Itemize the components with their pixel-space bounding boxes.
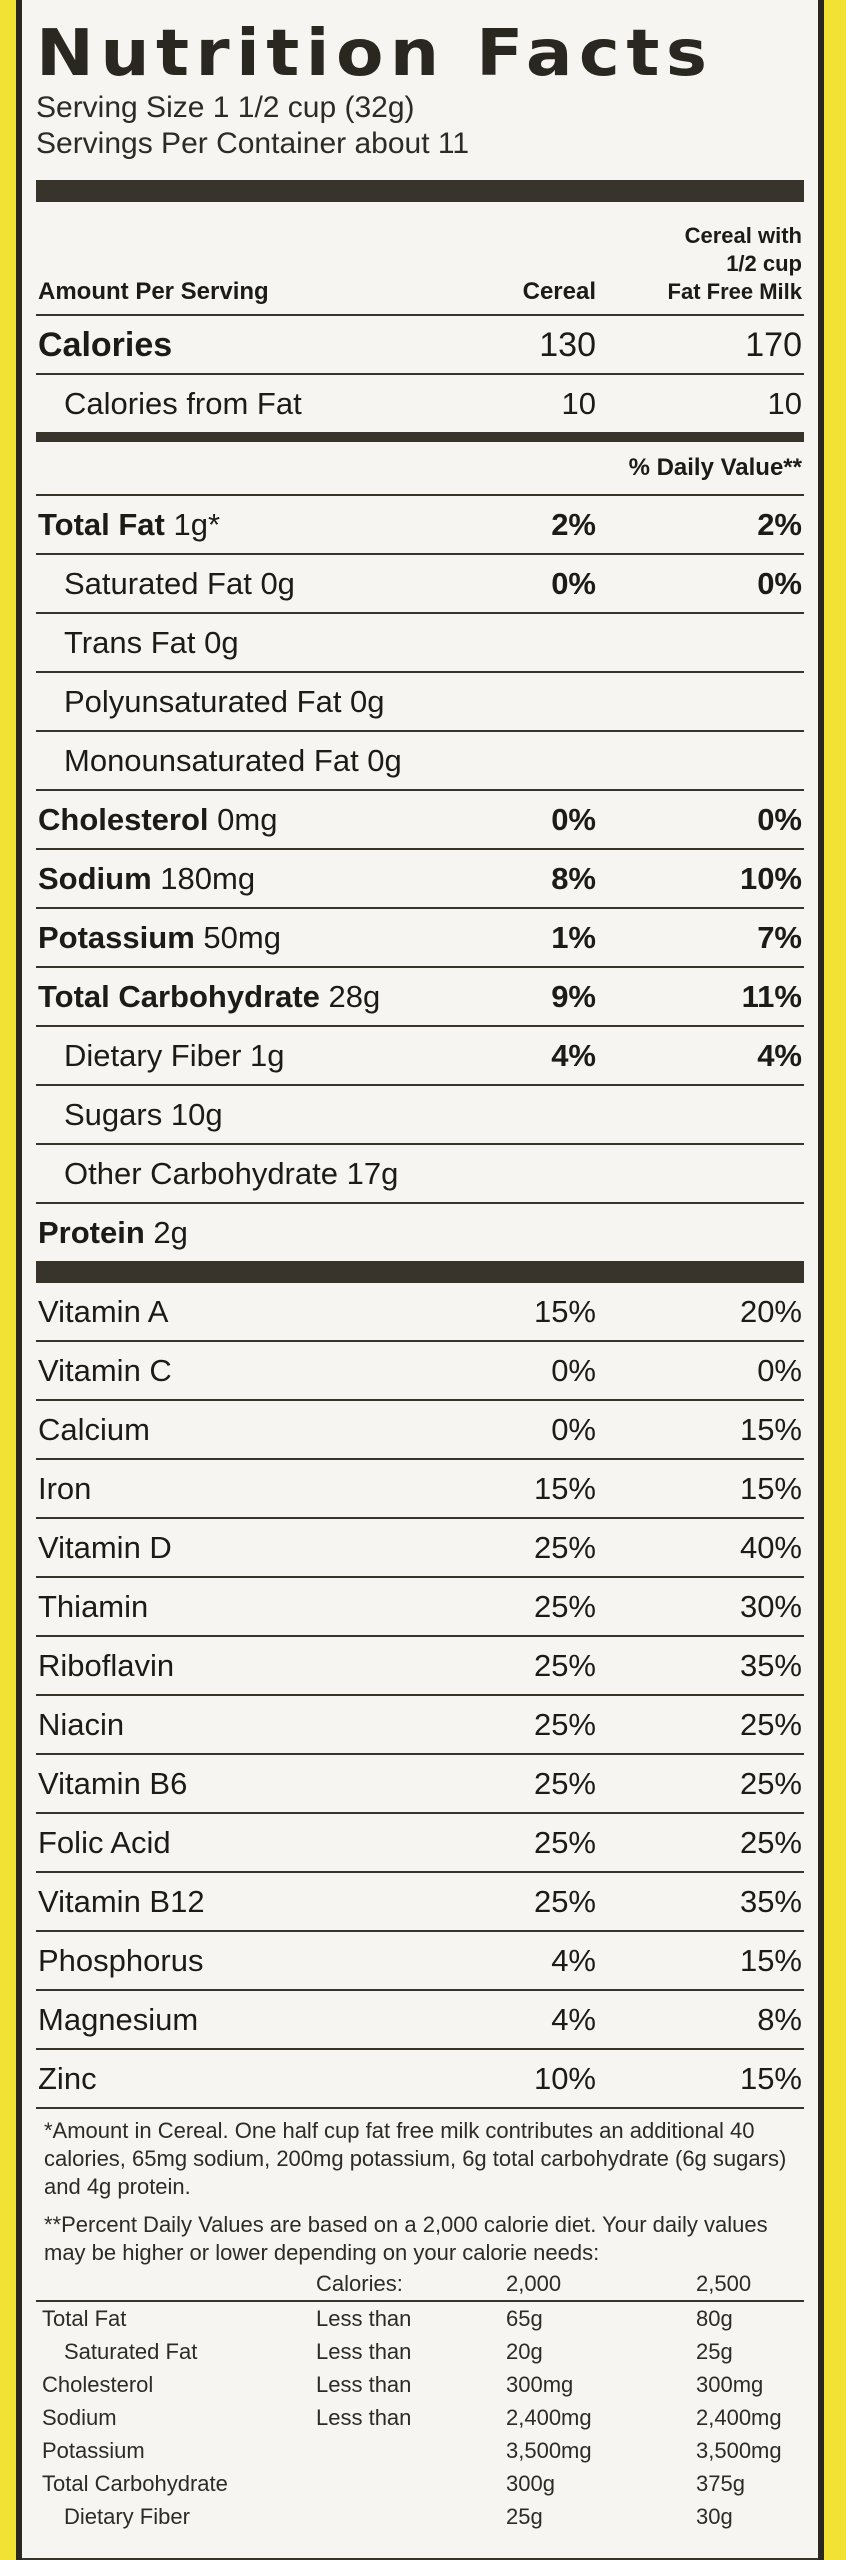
nutrient-row xyxy=(36,1145,804,1204)
reference-row xyxy=(36,2500,804,2533)
footnotes xyxy=(36,2109,804,2267)
nutrient-label xyxy=(38,496,220,554)
reference-name: Total Fat xyxy=(42,2306,127,2331)
vitamin-name: Riboflavin xyxy=(38,1648,175,1683)
vitamin-dv-cereal: 4% xyxy=(551,1943,596,1978)
vitamin-dv-milk: 25% xyxy=(739,1707,802,1742)
nutrient-row xyxy=(36,732,804,791)
nutrient-label: Dietary Fiber 1g xyxy=(64,1038,285,1073)
nutrient-row xyxy=(36,1027,804,1086)
vitamin-row xyxy=(36,1814,804,1873)
vitamin-row xyxy=(36,1283,804,1342)
divider-medium xyxy=(36,432,804,442)
nutrient-dv-cereal: 9% xyxy=(551,979,596,1014)
reference-2000: 20g xyxy=(506,2339,543,2364)
reference-name: Saturated Fat xyxy=(64,2339,198,2364)
nutrient-dv-cereal: 1% xyxy=(551,920,596,955)
nutrient-amount: 180mg xyxy=(160,861,256,896)
vitamin-dv-milk: 15% xyxy=(739,1943,802,1978)
vitamin-name: Zinc xyxy=(38,2061,97,2096)
nutrient-amount: 50mg xyxy=(203,920,281,955)
nutrient-row xyxy=(36,968,804,1027)
vitamin-dv-milk: 20% xyxy=(739,1294,802,1329)
reference-qualifier: Less than xyxy=(316,2372,412,2397)
nutrient-row xyxy=(36,1204,804,1261)
vitamin-dv-cereal: 0% xyxy=(551,1412,596,1447)
vitamin-name: Vitamin B12 xyxy=(38,1884,205,1919)
nutrient-label xyxy=(38,1204,188,1262)
reference-name: Total Carbohydrate xyxy=(42,2471,228,2496)
reference-name: Dietary Fiber xyxy=(64,2504,190,2529)
reference-2500: 25g xyxy=(696,2339,733,2364)
servings-per-container: Servings Per Container about 11 xyxy=(36,127,470,160)
nutrient-row xyxy=(36,673,804,732)
reference-2000: 65g xyxy=(506,2306,543,2331)
nutrient-dv-milk: 4% xyxy=(757,1038,802,1073)
reference-2500: 375g xyxy=(696,2471,745,2496)
vitamin-dv-milk: 35% xyxy=(739,1884,802,1919)
reference-row xyxy=(36,2368,804,2401)
calories-label: Calories xyxy=(38,326,173,364)
calories-milk: 170 xyxy=(745,326,802,364)
vitamin-dv-cereal: 25% xyxy=(533,1884,596,1919)
nutrient-name: Protein xyxy=(38,1215,145,1250)
vitamin-dv-milk: 35% xyxy=(739,1648,802,1683)
reference-2000: 300g xyxy=(506,2471,555,2496)
vitamin-dv-cereal: 10% xyxy=(533,2061,596,2096)
reference-cal-2000: 2,000 xyxy=(506,2271,562,2296)
vitamin-row xyxy=(36,1578,804,1637)
reference-qualifier: Less than xyxy=(316,2405,412,2430)
vitamin-name: Vitamin D xyxy=(38,1530,172,1565)
vitamin-row xyxy=(36,1991,804,2050)
reference-2500: 300mg xyxy=(696,2372,764,2397)
reference-qualifier: Less than xyxy=(316,2339,412,2364)
vitamin-name: Iron xyxy=(38,1471,92,1506)
calories-fat-label: Calories from Fat xyxy=(64,386,302,421)
nutrient-row xyxy=(36,496,804,555)
nutrient-row xyxy=(36,555,804,614)
vitamin-row xyxy=(36,1696,804,1755)
vitamin-name: Calcium xyxy=(38,1412,150,1447)
nutrient-dv-milk: 10% xyxy=(739,861,802,896)
calories-fat-cereal: 10 xyxy=(561,386,596,421)
serving-size: Serving Size 1 1/2 cup (32g) xyxy=(36,91,415,124)
nutrient-label: Polyunsaturated Fat 0g xyxy=(64,684,385,719)
vitamin-dv-cereal: 25% xyxy=(533,1825,596,1860)
nutrient-amount: 0mg xyxy=(217,802,278,837)
nutrient-label: Other Carbohydrate 17g xyxy=(64,1156,399,1191)
nutrient-label xyxy=(38,909,281,967)
nutrient-label: Sugars 10g xyxy=(64,1097,223,1132)
nutrient-dv-milk: 0% xyxy=(757,566,802,601)
row-calories-from-fat xyxy=(36,375,804,432)
vitamin-list xyxy=(36,1283,804,2109)
nutrient-row xyxy=(36,791,804,850)
vitamin-dv-cereal: 25% xyxy=(533,1530,596,1565)
nutrient-dv-cereal: 0% xyxy=(551,566,596,601)
daily-value-header: % Daily Value** xyxy=(36,442,804,496)
nutrient-dv-milk: 7% xyxy=(757,920,802,955)
nutrient-label xyxy=(38,968,380,1026)
vitamin-name: Phosphorus xyxy=(38,1943,204,1978)
reference-row xyxy=(36,2434,804,2467)
vitamin-name: Vitamin A xyxy=(38,1294,169,1329)
reference-2000: 2,400mg xyxy=(506,2405,592,2430)
vitamin-dv-milk: 15% xyxy=(739,1412,802,1447)
vitamin-row xyxy=(36,1460,804,1519)
vitamin-row xyxy=(36,1342,804,1401)
nutrient-row xyxy=(36,850,804,909)
vitamin-dv-cereal: 15% xyxy=(533,1294,596,1329)
nutrient-row xyxy=(36,1086,804,1145)
reference-cal-2500: 2,500 xyxy=(696,2271,752,2296)
vitamin-dv-milk: 40% xyxy=(739,1530,802,1565)
divider-thick xyxy=(36,180,804,202)
nutrient-label: Monounsaturated Fat 0g xyxy=(64,743,402,778)
vitamin-row xyxy=(36,2050,804,2107)
vitamin-dv-cereal: 25% xyxy=(533,1589,596,1624)
divider-thick xyxy=(36,1261,804,1283)
nutrient-row xyxy=(36,614,804,673)
column-header xyxy=(36,206,804,314)
reference-row xyxy=(36,2401,804,2434)
reference-calories-row xyxy=(36,2267,804,2300)
reference-2000: 3,500mg xyxy=(506,2438,592,2463)
vitamin-row xyxy=(36,1637,804,1696)
reference-name: Cholesterol xyxy=(42,2372,154,2397)
reference-2500: 80g xyxy=(696,2306,733,2331)
reference-row xyxy=(36,2467,804,2500)
nutrient-dv-cereal: 8% xyxy=(551,861,596,896)
vitamin-dv-cereal: 25% xyxy=(533,1707,596,1742)
vitamin-dv-milk: 8% xyxy=(757,2002,802,2037)
vitamin-name: Niacin xyxy=(38,1707,125,1742)
nutrient-list xyxy=(36,496,804,1261)
reference-2500: 3,500mg xyxy=(696,2438,782,2463)
nutrient-dv-cereal: 0% xyxy=(551,802,596,837)
nutrient-label xyxy=(38,850,255,908)
vitamin-dv-milk: 25% xyxy=(739,1766,802,1801)
nutrient-name: Potassium xyxy=(38,920,195,955)
col-milk-header: Cereal with 1/2 cup Fat Free Milk xyxy=(667,223,802,304)
reference-row xyxy=(36,2335,804,2368)
vitamin-name: Magnesium xyxy=(38,2002,199,2037)
col-cereal-header: Cereal xyxy=(522,278,596,305)
nutrition-facts-panel xyxy=(16,0,824,2560)
vitamin-name: Vitamin C xyxy=(38,1353,172,1388)
nutrient-label xyxy=(38,791,277,849)
vitamin-dv-cereal: 4% xyxy=(551,2002,596,2037)
nutrient-name: Total Carbohydrate xyxy=(38,979,320,1014)
reference-2500: 30g xyxy=(696,2504,733,2529)
reference-calories-label: Calories: xyxy=(316,2271,403,2296)
nutrient-dv-cereal: 4% xyxy=(551,1038,596,1073)
nutrient-amount: 2g xyxy=(153,1215,188,1250)
vitamin-dv-cereal: 15% xyxy=(533,1471,596,1506)
calories-fat-milk: 10 xyxy=(767,386,802,421)
vitamin-row xyxy=(36,1873,804,1932)
nutrient-row xyxy=(36,909,804,968)
nutrient-name: Sodium xyxy=(38,861,152,896)
nutrient-dv-milk: 11% xyxy=(741,979,802,1014)
nutrient-dv-milk: 2% xyxy=(757,507,802,542)
vitamin-row xyxy=(36,1932,804,1991)
vitamin-dv-milk: 0% xyxy=(757,1353,802,1388)
reference-name: Sodium xyxy=(42,2405,117,2430)
vitamin-dv-cereal: 25% xyxy=(533,1648,596,1683)
vitamin-row xyxy=(36,1519,804,1578)
vitamin-name: Folic Acid xyxy=(38,1825,171,1860)
vitamin-row xyxy=(36,1755,804,1814)
vitamin-dv-milk: 25% xyxy=(739,1825,802,1860)
nutrient-dv-cereal: 2% xyxy=(551,507,596,542)
vitamin-row xyxy=(36,1401,804,1460)
vitamin-name: Thiamin xyxy=(38,1589,149,1624)
reference-2000: 300mg xyxy=(506,2372,574,2397)
nutrient-name: Total Fat xyxy=(38,507,165,542)
nutrient-name: Cholesterol xyxy=(38,802,209,837)
nutrient-amount: 1g* xyxy=(173,507,221,542)
reference-qualifier: Less than xyxy=(316,2306,412,2331)
vitamin-dv-milk: 15% xyxy=(739,2061,802,2096)
reference-name: Potassium xyxy=(42,2438,145,2463)
footnote-daily-values: **Percent Daily Values are based on a 2,000 calorie diet. Your daily values may be higher or lower depending on your calorie needs: xyxy=(44,2212,768,2265)
row-calories xyxy=(36,316,804,375)
nutrient-amount: 28g xyxy=(328,979,381,1014)
amount-per-serving: Amount Per Serving xyxy=(38,278,269,305)
reference-row xyxy=(36,2302,804,2335)
vitamin-dv-milk: 30% xyxy=(739,1589,802,1624)
vitamin-dv-cereal: 25% xyxy=(533,1766,596,1801)
reference-rows xyxy=(36,2302,804,2533)
reference-2000: 25g xyxy=(506,2504,543,2529)
vitamin-name: Vitamin B6 xyxy=(38,1766,188,1801)
vitamin-dv-cereal: 0% xyxy=(551,1353,596,1388)
reference-2500: 2,400mg xyxy=(696,2405,782,2430)
nutrient-dv-milk: 0% xyxy=(757,802,802,837)
nutrient-label: Saturated Fat 0g xyxy=(64,566,295,601)
daily-reference-table xyxy=(36,2267,804,2533)
vitamin-dv-milk: 15% xyxy=(739,1471,802,1506)
label-title: Nutrition Facts xyxy=(36,17,714,91)
calories-cereal: 130 xyxy=(539,326,596,364)
footnote-amount: *Amount in Cereal. One half cup fat free milk contributes an additional 40 calories, 65mg sodium, 200mg potassium, 6g total carbohydrate (6g sugars) and 4g protein. xyxy=(44,2118,787,2199)
nutrient-label: Trans Fat 0g xyxy=(64,625,239,660)
